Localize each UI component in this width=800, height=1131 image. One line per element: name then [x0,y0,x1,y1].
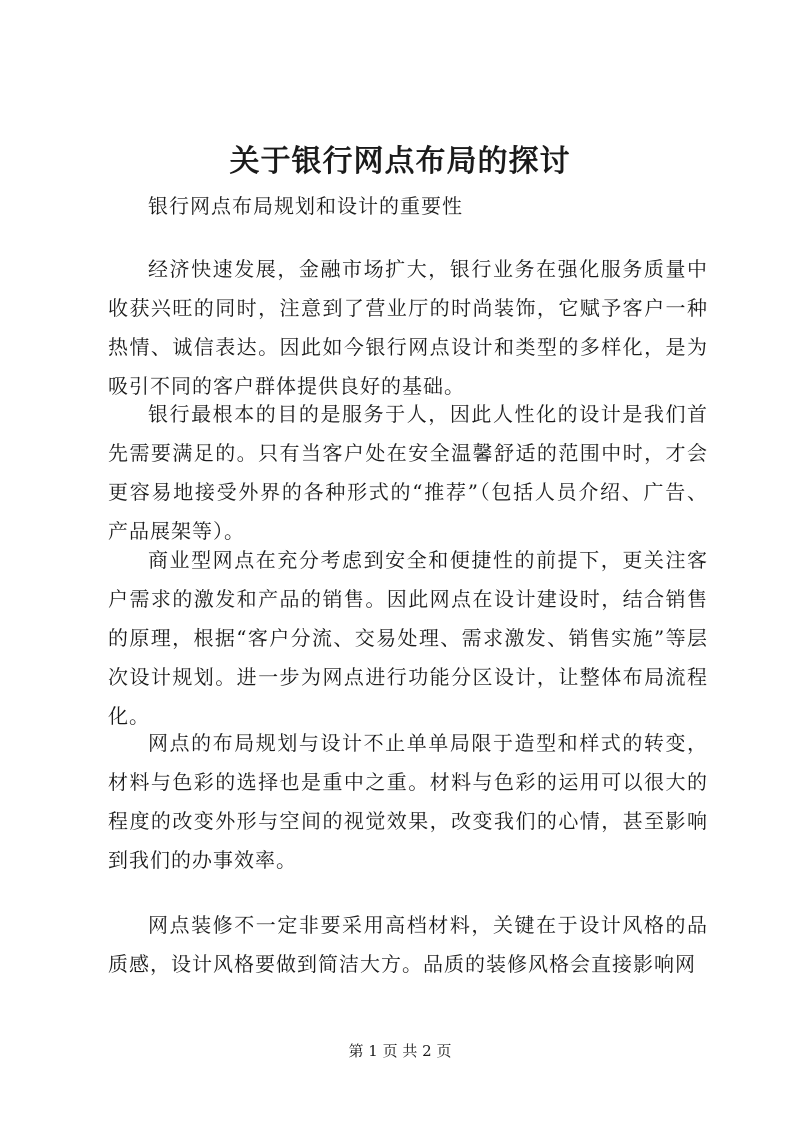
page-number-footer: 第 1 页 共 2 页 [348,1042,452,1060]
paragraph: 网点装修不一定非要采用高档材料，关键在于设计风格的品质感，设计风格要做到简洁大方。品质的装修风格会直接影响网 [108,913,708,976]
section-subheading: 银行网点布局规划和设计的重要性 [148,194,463,218]
paragraph: 银行最根本的目的是服务于人，因此人性化的设计是我们首先需要满足的。只有当客户处在安全温馨舒适的范围中时，才会更容易地接受外界的各种形式的“推荐”（包括人员介绍、广告、产品展架等）。 [108,402,708,543]
paragraph: 经济快速发展，金融市场扩大，银行业务在强化服务质量中收获兴旺的同时，注意到了营业厅的时尚装饰，它赋予客户一种热情、诚信表达。因此如今银行网点设计和类型的多样化，是为吸引不同的客户群体提供良好的基础。 [108,257,708,398]
document-title: 关于银行网点布局的探讨 [229,144,571,179]
paragraph: 网点的布局规划与设计不止单单局限于造型和样式的转变，材料与色彩的选择也是重中之重。材料与色彩的运用可以很大的程度的改变外形与空间的视觉效果，改变我们的心情，甚至影响到我们的办事效率。 [108,731,708,872]
paragraph: 商业型网点在充分考虑到安全和便捷性的前提下，更关注客户需求的激发和产品的销售。因此网点在设计建设时，结合销售的原理，根据“客户分流、交易处理、需求激发、销售实施”等层次设计规划。进一步为网点进行功能分区设计，让整体布局流程化。 [108,548,708,728]
